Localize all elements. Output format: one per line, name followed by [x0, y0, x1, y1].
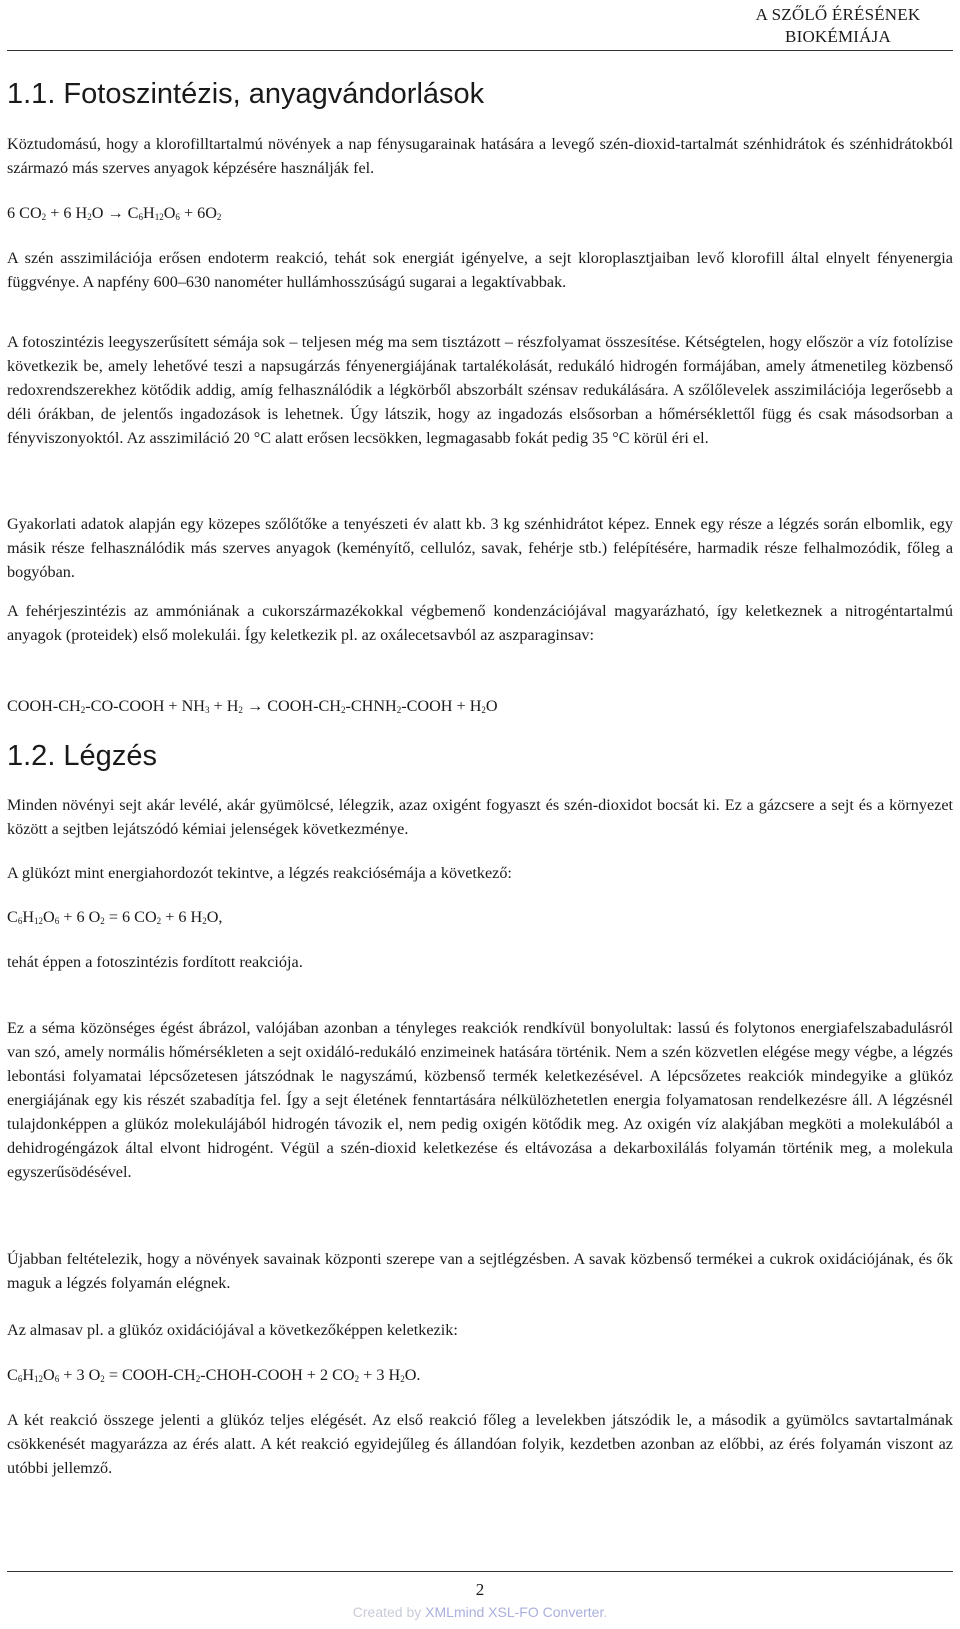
respiration-equation: $C_6H_{12}O_6 + 6$ $O_2 = 6$ $CO_2 + 6$ $H_2O$, [7, 908, 223, 926]
section-1-title: 1.1. Fotoszintézis, anyagvándorlások [7, 78, 485, 110]
s2-paragraph-2: A glükózt mint energiahordozót tekintve, a légzés reakciósémája a következő: [7, 864, 512, 882]
s1-paragraph-3: A fotoszintézis leegyszerűsített sémája sok – teljesen még ma sem tisztázott – részfolyamat összesítése. Kétségtelen, hogy először a víz fotolízise következik be, amely lehetővé teszi a napsugárzás fényenergiájának tartalékolását, redukáló hidrogén formájában, amely átmenetileg közbenső redoxrendszerekhez kötődik addig, amíg felhasználódik a légkörből abszorbált szénsav redukálására. A szőlőlevelek asszimilációja legerősebb a déli órákban, de jelentős ingadozások is lehetnek. Úgy látszik, hogy az ingadozás elsősorban a hőmérséklettől függ és csak másodsorban a fényviszonyoktól. Az asszimiláció 20 °C alatt erősen lecsökken, legmagasabb fokát pedig 35 °C körül éri el. [7, 333, 953, 447]
page-number: 2 [475, 1580, 485, 1599]
s2-paragraph-1: Minden növényi sejt akár levélé, akár gyümölcsé, lélegzik, azaz oxigént fogyaszt és szén-dioxidot bocsát ki. Ez a gázcsere a sejt és a környezet között a sejtben lejátszódó kémiai jelenségek következménye. [7, 796, 953, 838]
converter-credit: Created by XMLmind XSL-FO Converter. [352, 1604, 608, 1620]
s2-paragraph-7: A két reakció összege jelenti a glükóz teljes elégését. Az első reakció főleg a levelekben játszódik le, a második a gyümölcs savtartalmának csökkenését magyarázza az érés alatt. A két reakció egyidejűleg és állandóan folyik, kezdetben azonban az előbbi, az érés folyamán viszont az utóbbi jellemző. [7, 1411, 953, 1477]
s2-paragraph-4: Ez a séma közönséges égést ábrázol, valójában azonban a tényleges reakciók rendkívül bonyolultak: lassú és folytonos energiafelszabadulásról van szó, amely normális hőmérsékleten a sejt oxidáló-redukáló enzimeinek hatására történik. Nem a szén közvetlen elégése megy végbe, a légzés lebontási folyamatai lépcsőzetesen játszódnak le nagyszámú, közbenső termék keletkezésével. A lépcsőzetes reakciók mindegyike a glükóz energiájának egy kis részét szabadítja fel. Így a sejt életének fenntartására nélkülözhetetlen energia folyamatosan rendelkezésre áll. A légzésnél tulajdonképpen a glükóz molekulájából hidrogén távozik el, nem pedig oxigén kötődik meg. Az oxigén víz alakjában megköti a molekulából a dehidrogéngázok által elvont hidrogént. Végül a szén-dioxid keletkezése és eltávozása a dekarboxilálás folyamán történik meg, a molekula egyszerűsödésével. [7, 1019, 953, 1181]
s1-paragraph-4: Gyakorlati adatok alapján egy közepes szőlőtőke a tenyészeti év alatt kb. 3 kg szénhidrátot képez. Ennek egy része a légzés során elbomlik, egy másik része felhasználódik más szerves anyagok (keményítő, cellulóz, savak, fehérje stb.) felépítésére, harmadik része felhalmozódik, főleg a bogyóban. [7, 515, 953, 581]
s2-paragraph-3: tehát éppen a fotoszintézis fordított reakciója. [7, 953, 303, 971]
photosynthesis-equation: 6 $CO_2 + 6$ $H_2O \to C_6H_{12}O_6 + 6O_2$ [7, 204, 222, 222]
s1-paragraph-5: A fehérjeszintézis az ammóniának a cukorszármazékokkal végbemenő kondenzációjával magyarázható, így keletkeznek a nitrogéntartalmú anyagok (proteidek) első molekulái. Így keletkezik pl. az oxálecetsavból az aszparaginsav: [7, 602, 953, 644]
malic-acid-equation: $C_6H_{12}O_6 + 3$ $O_2$ = COOH-$CH_2-CHOH$-COOH + 2 $CO_2 + 3$ $H_2O$. [7, 1366, 421, 1384]
section-2-title: 1.2. Légzés [7, 740, 157, 772]
footer-divider [7, 1571, 953, 1572]
s2-paragraph-6: Az almasav pl. a glükóz oxidációjával a következőképpen keletkezik: [7, 1321, 458, 1339]
converter-link[interactable]: XMLmind XSL-FO Converter [425, 1604, 604, 1620]
s1-paragraph-1: Köztudomású, hogy a klorofilltartalmú növények a nap fénysugarainak hatására a levegő szén-dioxid-tartalmát szénhidrátok és szénhidrátokból származó más szerves anyagok képzésére használják fel. [7, 135, 953, 177]
aspartic-acid-equation: COOH-$CH_2-CO$-COOH + $NH_3 + H_2$ → COOH-$CH_2-CHNH_2$-COOH + $H_2O$ [7, 697, 498, 715]
s1-paragraph-2: A szén asszimilációja erősen endoterm reakció, tehát sok energiát igényelve, a sejt kloroplasztjaiban levő klorofill által elnyelt fényenergia függvénye. A napfény 600–630 nanométer hullámhosszúságú sugarai a legaktívabbak. [7, 249, 953, 291]
s2-paragraph-5: Újabban feltételezik, hogy a növények savainak központi szerepe van a sejtlégzésben. A savak közbenső termékei a cukrok oxidációjának, és ők maguk a légzés folyamán elégnek. [7, 1250, 953, 1292]
running-header [728, 4, 948, 48]
header-line-2: BIOKÉMIÁJA [785, 27, 891, 46]
header-line-1: A SZŐLŐ ÉRÉSÉNEK [755, 5, 921, 24]
header-divider [7, 50, 953, 51]
